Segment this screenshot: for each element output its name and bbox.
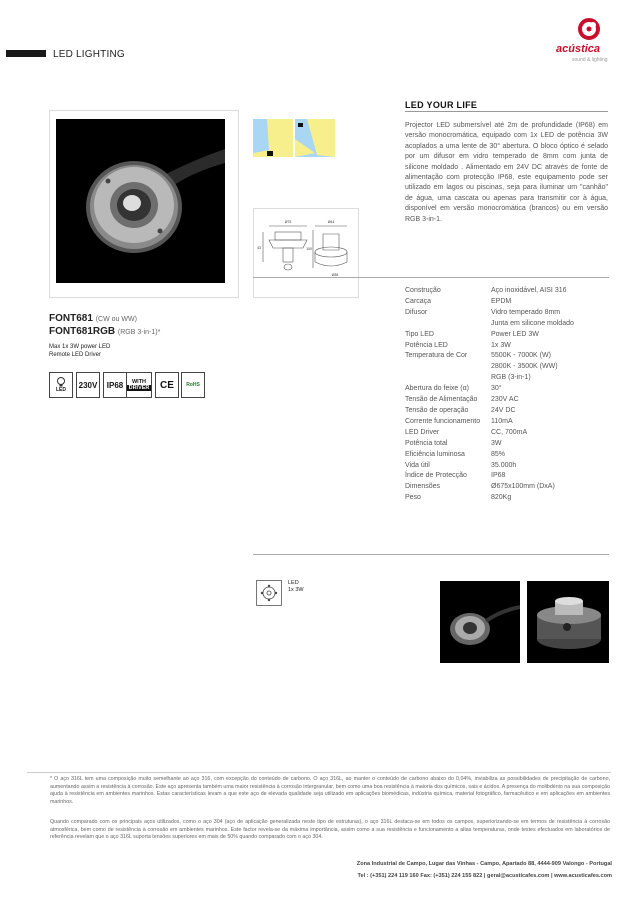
spec-key: Potência total [405,439,448,447]
product-name-block [49,313,160,339]
section-header-title: LED LIGHTING [53,49,125,60]
led-badge-label: LED [56,387,66,393]
led-config-icon [257,581,281,605]
spec-key: Eficiência luminosa [405,450,465,458]
beam-diagram-rgb [295,119,335,157]
brand-name: acústica [556,43,601,55]
spec-key: Abertura do feixe (α) [405,385,469,393]
footer-note-2: Quando comparado com os principais aços utilizados, como o aço 304 (aço de aplicação generalizada neste tipo de estruturas), o aço 316L destaca-se em todos os campos, superiorizando-se em termos de resistência à corrosão atmosférica, bem como de resistência à corrosão em ambientes marinhos. Este factor revela-se da máxima importância, assim como a sua resistência e funcionamento a altas temperaturas, onde testes efectuados em laboratórios de referência revelam que o aço 316L suporta tensões superiores em mais de 50% quando comparado com o aço 304. [50,819,610,841]
dim-top-label: Ø75 [284,220,292,224]
product-thumbnail-side [527,581,609,663]
spec-key [405,319,491,330]
spec-key: LED Driver [405,428,440,436]
spec-key: Peso [405,494,421,502]
footer-note-1: * O aço 316L tem uma composição muito semelhante ao aço 316, com excepção do conteúdo de carbono. O aço 316L, ao manter o conteúdo de carbono abaixo do 0,04%, inviabiliza as possibilidades de precipitação de carbono, aumentando assim a resistência à corrosão. Este aço apresenta também uma maior resistência à corrosão intergranular, bem como uma boa resistência à maioria dos químicos, sais e ácidos. A presença do molibdénio na sua composição ajuda à resistência em ambientes marinhos. Estas características levam a que este aço de elevada qualidade seja utilizado em aplicações biomédicas, indústria química, material fotográfico, farmacêutico e em aplicações em ambientes marinhos. [50,776,610,805]
led-config-line2: 1x 3W [288,587,304,593]
spec-row [405,395,610,406]
spec-key [405,373,491,384]
spec-row [405,439,610,450]
spec-value: 24V DC [491,406,516,414]
spec-value: 110mA [491,417,513,425]
spec-key: Tipo LED [405,330,434,338]
spec-key: Carcaça [405,297,432,305]
led-config-line1: LED [288,580,299,586]
spec-row [405,428,610,439]
driver-badge [126,372,152,398]
dim-bottom-label: Ø38 [331,273,339,277]
dim-height-label: 100 [306,247,312,251]
spec-row [405,406,610,417]
spec-row [405,286,610,297]
spec-row [405,493,610,504]
spec-key: Índice de Protecção [405,472,467,480]
spec-row [405,308,610,319]
spec-value: 2800K - 3500K (WW) [491,363,558,371]
voltage-badge: 230V [76,372,100,398]
spec-row [405,362,610,373]
spec-value: 230V AC [491,396,519,404]
spec-key [405,362,491,373]
dim-height-left-label: 43 [257,246,261,250]
footer-rule [27,772,611,773]
led-badge [49,372,73,398]
spec-row [405,482,610,493]
ce-badge: CE [155,372,179,398]
header-bar [6,50,46,57]
footer-contacts: Tel : (+351) 224 119 160 Fax: (+351) 224 155 822 | geral@acusticafes.com | www.acusticafes.com [357,873,612,879]
spec-row [405,450,610,461]
spec-value: Vidro temperado 8mm [491,308,561,316]
product-notes [49,343,110,359]
spec-row [405,351,610,362]
led-config-label [288,580,304,594]
spec-value: Aço inoxidável, AISI 316 [491,287,567,294]
dim-top-label-2: Ø44 [327,220,335,224]
spec-table-bottom-rule [253,554,609,555]
driver-badge-top: WITH [131,379,147,385]
rohs-badge [181,372,205,398]
spec-key: Tensão de Alimentação [405,396,478,404]
spec-value: 3W [491,439,502,447]
section-title-rule [405,111,608,112]
spec-key: Tensão de operação [405,406,469,414]
spec-row [405,330,610,341]
spec-row [405,341,610,352]
spec-value: RGB (3-in-1) [491,374,531,382]
spec-value: EPDM [491,297,512,305]
spec-value: Power LED 3W [491,330,539,338]
spec-key: Corrente funcionamento [405,417,481,425]
brand-logo-icon [578,18,600,40]
footer-address: Zona Industrial de Campo, Lugar das Vinhas - Campo, Apartado 88, 4444-909 Valongo - Portugal [356,861,612,867]
spec-value: Junta em silicone moldado [491,319,574,327]
spec-row [405,319,610,330]
spec-row [405,461,610,472]
rohs-badge-label: RoHS [186,382,200,388]
product-note-led: Max 1x 3W power LED [49,344,111,350]
spec-value: 35.000h [491,461,517,469]
spec-value: 5500K - 7000K (W) [491,352,551,360]
product-photo [56,119,225,283]
spec-value: 820Kg [491,494,512,502]
ip-badge: IP68 [103,372,127,398]
spec-key: Difusor [405,308,428,316]
beam-diagram-mono [253,119,293,157]
spec-row [405,417,610,428]
spec-row [405,384,610,395]
spec-table-top-rule [253,277,609,278]
product-name-1: FONT681 [49,313,93,324]
spec-value: 85% [491,450,506,458]
spec-table [405,286,610,504]
spec-row [405,373,610,384]
spec-value: 1x 3W [491,341,511,349]
spec-value: CC, 700mA [491,428,528,436]
bulb-icon [56,377,66,387]
product-name-1-variant: (CW ou WW) [95,316,137,323]
spec-key: Construção [405,287,441,294]
section-title: LED YOUR LIFE [405,100,478,110]
spec-value: Ø675x100mm (DxA) [491,483,555,491]
spec-key: Vida útil [405,461,430,469]
driver-badge-bottom: DRIVER [128,385,150,391]
product-thumbnail-top [440,581,520,663]
brand-tagline: sound & lighting [572,57,608,63]
spec-value: IP68 [491,472,506,480]
spec-value: 30° [491,385,502,393]
spec-key: Temperatura de Cor [405,352,468,360]
spec-key: Potência LED [405,341,448,349]
product-description: Projector LED submersível até 2m de profundidade (IP68) em versão monocromática, equipado com 1x LED de potência 3W acoplados a uma lente de 30° abertura. O bloco óptico é selado por um difusor em vidro temperado de 8mm com junta de silicone moldado . Alimentado em 24V DC através de fonte de alimentação com protecção IP68, este equipamento pode ser utilizado em lagos ou piscinas, seja para iluminar um "canhão" de água, uma cascata ou apenas para transmitir cor à água, disponível em versão monocromática (brancos) ou em versão RGB 3-in-1. [405,122,608,223]
spec-key: Dimensões [405,483,441,491]
spec-row [405,471,610,482]
product-name-2-variant: (RGB 3-in-1)* [117,329,161,336]
product-note-driver: Remote LED Driver [49,352,102,358]
product-name-2: FONT681RGB [49,326,116,337]
spec-row [405,297,610,308]
led-config-box [256,580,282,606]
dimension-drawing [255,212,355,292]
